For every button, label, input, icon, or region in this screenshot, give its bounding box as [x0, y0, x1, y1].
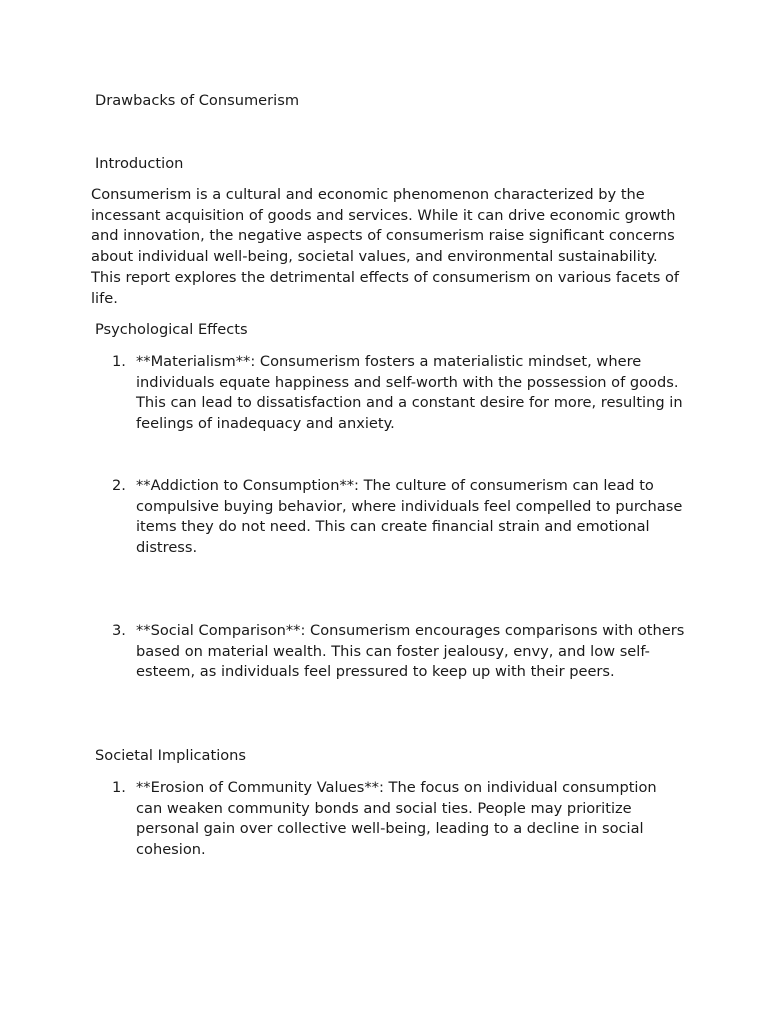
- list-item-number: 2.: [112, 477, 126, 494]
- section-heading-introduction: Introduction: [95, 155, 184, 172]
- list-item-number: 1.: [112, 779, 126, 796]
- list-item-text: **Addiction to Consumption**: The culture of consumerism can lead to compulsive buying behavior, where individuals feel compelled to purchase items they do not need. This can create financial strain and emotional distress.: [136, 477, 683, 557]
- document-title: Drawbacks of Consumerism: [95, 92, 300, 109]
- list-item-text: **Social Comparison**: Consumerism encourages comparisons with others based on material wealth. This can foster jealousy, envy, and low self-esteem, as individuals feel pressured to keep up with their peers.: [136, 622, 685, 681]
- section-heading-societal-implications: Societal Implications: [95, 747, 247, 764]
- list-item-number: 1.: [112, 353, 126, 370]
- introduction-paragraph: Consumerism is a cultural and economic phenomenon characterized by the incessant acquisition of goods and services. While it can drive economic growth and innovation, the negative aspects of consumerism raise significant concerns about individual well-being, societal values, and environmental sustainability. This report explores the detrimental effects of consumerism on various facets of life.: [91, 186, 680, 307]
- section-heading-psychological-effects: Psychological Effects: [95, 321, 248, 338]
- list-item-text: **Erosion of Community Values**: The focus on individual consumption can weaken community bonds and social ties. People may prioritize personal gain over collective well-being, leading to a decline in social cohesion.: [136, 779, 657, 859]
- list-item-number: 3.: [112, 622, 126, 639]
- list-item-text: **Materialism**: Consumerism fosters a materialistic mindset, where individuals equate happiness and self-worth with the possession of goods. This can lead to dissatisfaction and a constant desire for more, resulting in feelings of inadequacy and anxiety.: [136, 353, 683, 433]
